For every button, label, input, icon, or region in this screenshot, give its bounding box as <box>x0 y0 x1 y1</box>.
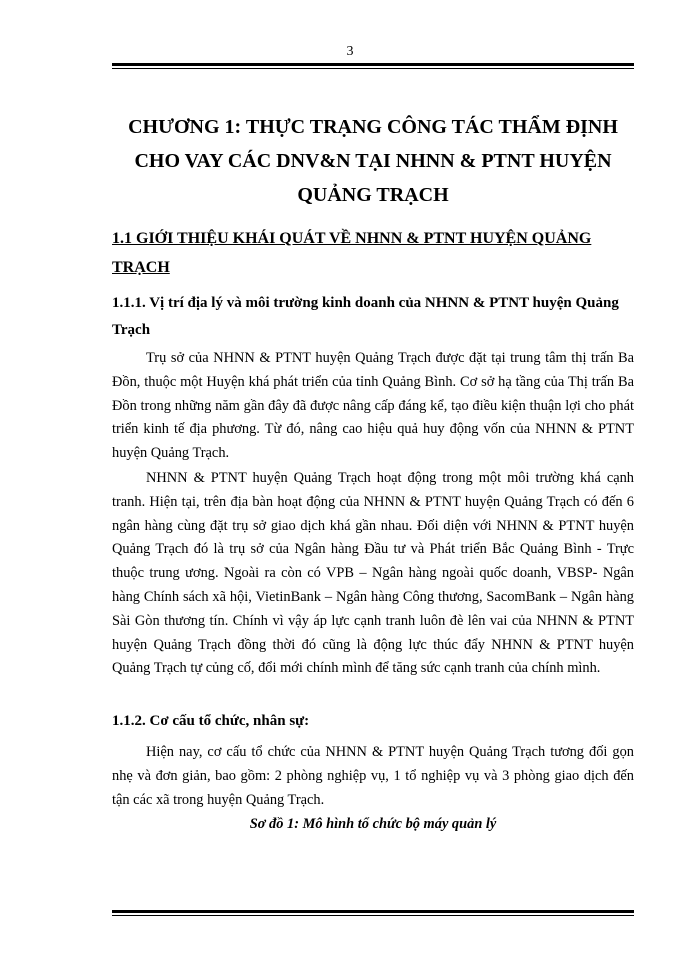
page-number: 3 <box>346 44 354 59</box>
footer-rule <box>112 910 634 916</box>
header-rule <box>112 63 634 69</box>
subsection-heading-1-1-2: 1.1.2. Cơ cấu tổ chức, nhân sự: <box>112 713 310 729</box>
section-heading-1-1: 1.1 GIỚI THIỆU KHÁI QUÁT VỀ NHNN & PTNT HUYỆN QUẢNG TRẠCH <box>112 230 592 276</box>
diagram-caption: Sơ đồ 1: Mô hình tổ chức bộ máy quản lý <box>249 816 497 832</box>
paragraph-location: Trụ sở của NHNN & PTNT huyện Quảng Trạch được đặt tại trung tâm thị trấn Ba Đồn, thuộc một Huyện khá phát triển của tỉnh Quảng Bình. Cơ sở hạ tầng của Thị trấn Ba Đồn trong những năm gần đây đã được nâng cấp đáng kể, tạo điều kiện thuận lợi cho phát triển kinh tế địa phương. Từ đó, nâng cao hiệu quả huy động vốn của NHNN & PTNT huyện Quảng Trạch. <box>112 350 634 462</box>
chapter-title: CHƯƠNG 1: THỰC TRẠNG CÔNG TÁC THẨM ĐỊNH CHO VAY CÁC DNV&N TẠI NHNN & PTNT HUYỆN QUẢNG TRẠCH <box>128 116 618 206</box>
paragraph-structure: Hiện nay, cơ cấu tổ chức của NHNN & PTNT huyện Quảng Trạch tương đối gọn nhẹ và đơn giản, bao gồm: 2 phòng nghiệp vụ, 1 tổ nghiệp vụ và 3 phòng giao dịch đến tận các xã trong huyện Quảng Trạch. <box>112 744 634 808</box>
subsection-heading-1-1-1: 1.1.1. Vị trí địa lý và môi trường kinh doanh của NHNN & PTNT huyện Quảng Trạch <box>112 295 619 338</box>
paragraph-competition: NHNN & PTNT huyện Quảng Trạch hoạt động trong một môi trường khá cạnh tranh. Hiện tại, trên địa bàn hoạt động của NHNN & PTNT huyện Quảng Trạch có đến 6 ngân hàng cùng đặt trụ sở giao dịch khá gần nhau. Đối diện với NHNN & PTNT huyện Quảng Trạch đó là trụ sở của Ngân hàng Đầu tư và Phát triển Bắc Quảng Bình - Trực thuộc trung ương. Ngoài ra còn có VPB – Ngân hàng ngoài quốc doanh, VBSP- Ngân hàng Chính sách xã hội, VietinBank – Ngân hàng Công thương, SacomBank – Ngân hàng Sài Gòn thương tín. Chính vì vậy áp lực cạnh tranh luôn đè lên vai của NHNN & PTNT huyện Quảng Trạch đồng thời đó cũng là động lực thúc đẩy NHNN & PTNT huyện Quảng Trạch tự củng cố, đổi mới chính mình để tăng sức cạnh tranh của chính mình. <box>112 470 634 677</box>
